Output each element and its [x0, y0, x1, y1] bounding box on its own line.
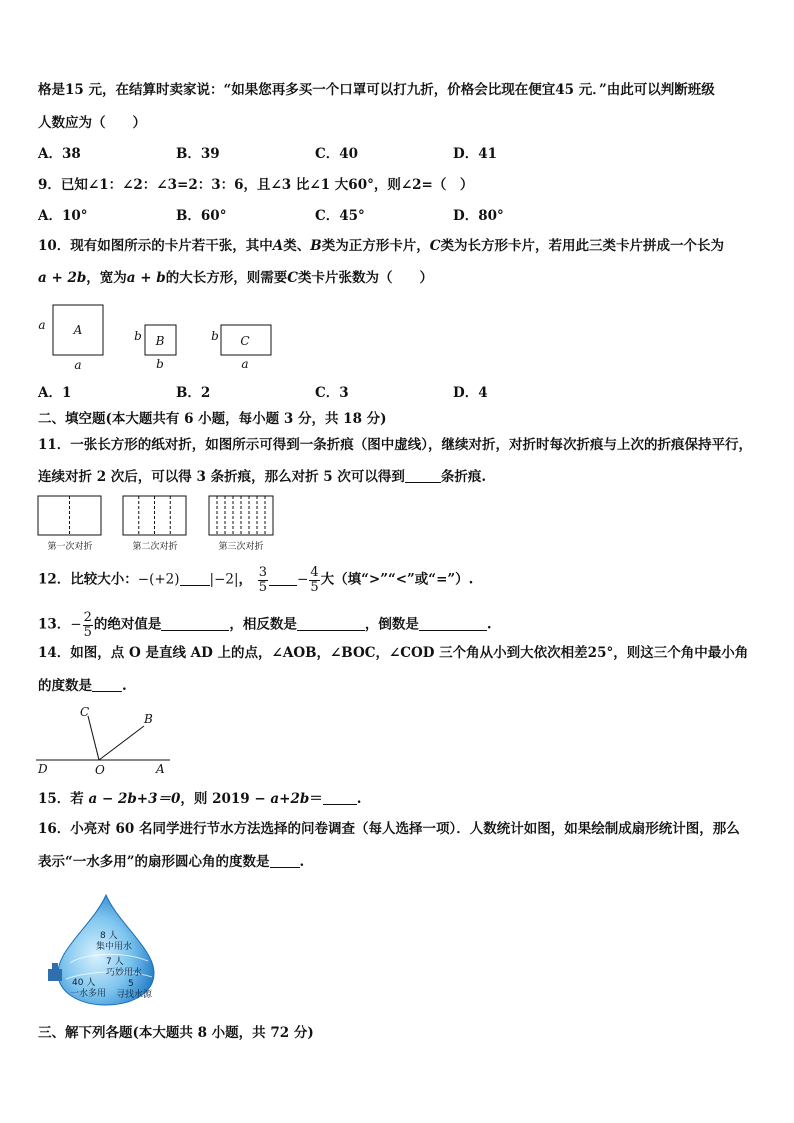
section-3-heading: 三、解下列各题(本大题共 8 小题，共 72 分)	[38, 1025, 314, 1041]
q16-text-line1: 16．小亮对 60 名同学进行节水方法选择的问卷调查（每人选择一项）．人数统计如图，如果绘制成扇形统计图，那么	[38, 821, 740, 837]
q15-text	[38, 792, 362, 807]
q10-option-a: A．1	[38, 385, 72, 401]
q10-var-A: A	[272, 238, 284, 254]
point-a-label: A	[156, 762, 165, 776]
drop-count-2: 7 人	[106, 957, 124, 967]
q11-text-line1: 11．一张长方形的纸对折，如图所示可得到一条折痕（图中虚线），继续对折，对折时每次折痕与上次的折痕保持平行，	[38, 437, 753, 453]
q10-var-C: C	[287, 270, 298, 286]
q10-cards-figure	[30, 298, 290, 376]
q12-fraction-1	[258, 566, 268, 594]
q10-text-part: 类为正方形卡片，	[321, 238, 430, 254]
card-a-bottom-label: a	[74, 358, 82, 372]
card-c-bottom-label: a	[241, 357, 249, 371]
q10-option-c: C．3	[315, 385, 349, 401]
section-2-heading: 二、填空题(本大题共有 6 小题，每小题 3 分，共 18 分)	[38, 411, 387, 427]
q12-text-part: ，	[238, 571, 253, 588]
q12-text	[38, 566, 473, 594]
q16-text-part: 表示“一水多用”的扇形圆心角的度数是	[38, 854, 270, 870]
drop-count-3: 40 人	[72, 978, 96, 988]
q10-expr-length: a + 2b	[38, 270, 87, 286]
fraction-denominator: 5	[258, 579, 268, 595]
drop-count-4: 5	[128, 979, 134, 989]
q10-option-d: D．4	[453, 385, 488, 401]
q15-answer-blank	[323, 792, 357, 805]
q12-text-part: 12．比较大小：	[38, 571, 138, 588]
q11-text-part: 连续对折 2 次后，可以得 3 条折痕，那么对折 5 次可以得到	[38, 469, 405, 485]
q14-answer-blank	[92, 679, 122, 692]
q10-text-part: ，宽为	[86, 270, 127, 286]
tap-icon	[48, 969, 62, 981]
q8-text-line1: 格是15 元，在结算时卖家说：“如果您再多买一个口罩可以打九折，价格会比现在便宜45 元．”由此可以判断班级	[38, 82, 715, 98]
q8-option-b: B．39	[176, 146, 220, 162]
q14-text-part: .	[122, 678, 127, 694]
fold-3-creases	[217, 496, 265, 535]
q10-text-line2	[38, 272, 433, 286]
point-b-label: B	[144, 712, 153, 726]
q14-text-line1: 14．如图，点 O 是直线 AD 上的点，∠AOB，∠BOC，∠COD 三个角从小到大依次相差25°，则这三个角中最小角	[38, 645, 749, 661]
drop-label-2: 巧妙用水	[106, 968, 143, 978]
q9-option-c: C．45°	[315, 208, 365, 224]
q9-option-d: D．80°	[453, 208, 504, 224]
q13-text-part: 的绝对值是	[93, 616, 162, 633]
fraction-numerator: 2	[83, 610, 92, 625]
card-c-label: C	[240, 334, 250, 348]
fraction-numerator: 3	[258, 565, 268, 580]
q13-answer-blank-3	[419, 618, 487, 631]
q13-text-part: .	[486, 616, 492, 633]
q9-option-b: B．60°	[176, 208, 227, 224]
card-b-label: B	[155, 334, 165, 348]
q11-folding-figure	[36, 492, 280, 556]
point-d-label: D	[38, 762, 48, 776]
card-b-bottom-label: b	[156, 357, 164, 371]
q11-text-line2	[38, 470, 486, 485]
q12-answer-blank-1	[180, 573, 210, 586]
card-b-side-label: b	[134, 329, 142, 343]
q15-equation: a − 2b+3＝0	[88, 791, 181, 807]
point-c-label: C	[80, 705, 90, 719]
q14-text-line2	[38, 679, 127, 694]
drop-count-1: 8 人	[100, 931, 118, 941]
q8-option-d: D．41	[453, 146, 497, 162]
fold-3-caption: 第三次对折	[218, 542, 264, 552]
q13-fraction	[83, 611, 93, 639]
fold-2-caption: 第二次对折	[132, 542, 178, 552]
q13-text-part: ，倒数是	[364, 616, 419, 633]
fraction-numerator: 4	[310, 565, 319, 580]
q11-answer-blank	[405, 470, 441, 483]
q16-text-line2	[38, 855, 304, 870]
card-a-side-label: a	[38, 318, 46, 332]
q13-text-part: 13．	[38, 616, 71, 633]
q10-var-B: B	[310, 238, 322, 254]
fold-1-caption: 第一次对折	[47, 542, 93, 552]
ray-oc	[88, 716, 99, 760]
q12-answer-blank-2	[269, 573, 297, 586]
ray-ob	[99, 726, 144, 760]
tap-icon	[52, 963, 58, 969]
q15-text-part: ，则 2019 −	[180, 791, 271, 807]
q14-text-part: 的度数是	[38, 678, 92, 694]
q12-expr1: −(+2)	[137, 571, 180, 588]
q10-text-part: 类卡片张数为（ ）	[297, 270, 433, 286]
q15-text-part: ＝	[309, 791, 323, 807]
q13-text-part: ，相反数是	[229, 616, 297, 633]
fraction-denominator: 5	[310, 579, 319, 595]
q15-expression: a+2b	[270, 791, 310, 807]
q12-expr2: |−2|	[209, 571, 239, 588]
q12-fraction-2	[309, 566, 319, 594]
q10-var-C: C	[429, 238, 441, 254]
q10-text-line1	[38, 240, 724, 254]
drop-label-4: 寻找水源	[116, 990, 153, 1000]
q12-text-part: 大（填“>”“<”或“=”）.	[320, 571, 474, 588]
q13-text	[38, 611, 492, 639]
q10-text-part: 类为长方形卡片，若用此三类卡片拼成一个长为	[440, 238, 724, 254]
q16-answer-blank	[270, 855, 300, 868]
q8-option-c: C．40	[315, 146, 359, 162]
q10-text-part: 10．现有如图所示的卡片若干张，其中	[38, 238, 273, 254]
fraction-denominator: 5	[83, 624, 92, 640]
q11-text-part: 条折痕.	[440, 469, 487, 485]
q8-option-a: A．38	[38, 146, 81, 162]
drop-label-1: 集中用水	[96, 942, 133, 952]
point-o-label: O	[95, 763, 105, 777]
q10-expr-width: a + b	[126, 270, 166, 286]
q12-minus-sign: −	[297, 571, 309, 588]
q13-minus-sign: −	[70, 616, 82, 633]
q14-angle-figure	[34, 702, 174, 778]
q10-text-part: 的大长方形，则需要	[165, 270, 288, 286]
q10-text-part: 类、	[283, 238, 311, 254]
drop-label-3: 一水多用	[70, 989, 107, 999]
q13-answer-blank-2	[297, 618, 365, 631]
q15-text-part: .	[356, 791, 362, 807]
q13-answer-blank-1	[161, 618, 229, 631]
q8-text-line2: 人数应为（ ）	[38, 115, 146, 131]
q16-text-part: .	[299, 854, 305, 870]
q16-water-drop-figure	[44, 893, 164, 1009]
q15-text-part: 15．若	[38, 791, 89, 807]
card-a-label: A	[73, 323, 83, 337]
q9-option-a: A．10°	[38, 208, 88, 224]
q10-option-b: B．2	[176, 385, 211, 401]
q9-text: 9．已知∠1：∠2：∠3=2：3：6，且∠3 比∠1 大60°，则∠2=（ ）	[38, 177, 474, 193]
card-c-side-label: b	[211, 329, 219, 343]
